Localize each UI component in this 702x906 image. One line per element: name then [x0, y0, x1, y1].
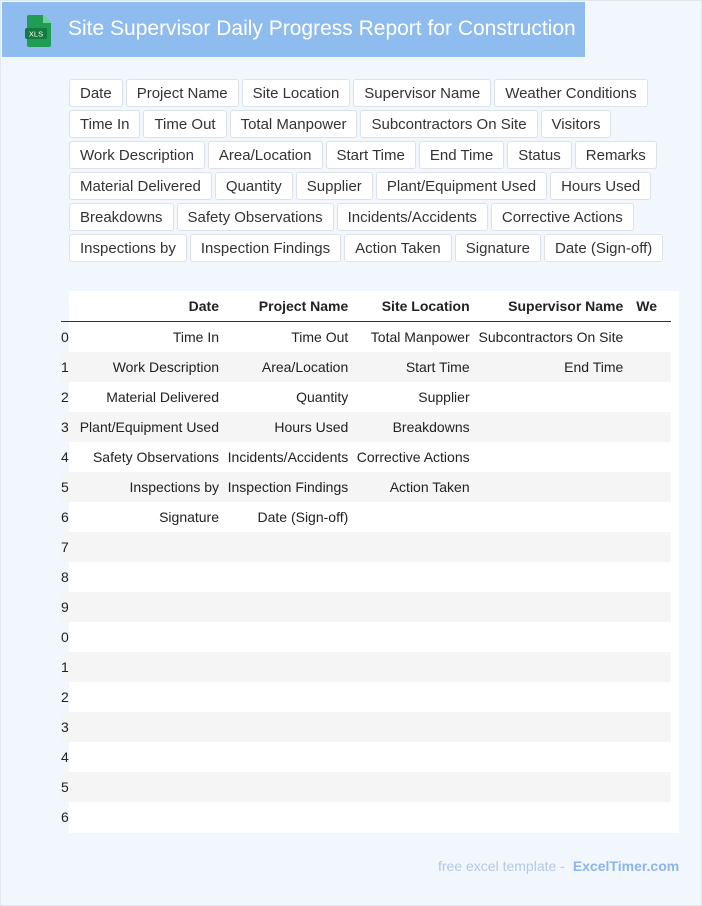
table-cell: Time In [172, 329, 220, 345]
table-cell [623, 802, 671, 832]
table-cell [623, 622, 671, 652]
column-chip[interactable]: Hours Used [550, 172, 651, 200]
column-chip[interactable]: End Time [419, 141, 504, 169]
table-cell [623, 322, 671, 353]
row-number: 0 [61, 629, 69, 645]
table-cell [70, 562, 219, 592]
table-row [61, 412, 671, 442]
table-row [61, 562, 671, 592]
table-cell [219, 742, 348, 772]
footer-text: free excel template - [438, 858, 565, 874]
table-cell [623, 412, 671, 442]
table-cell [623, 382, 671, 412]
column-chip[interactable]: Work Description [69, 141, 205, 169]
table-cell [348, 802, 469, 832]
table-cell [623, 652, 671, 682]
row-number: 1 [61, 352, 70, 382]
table-cell [70, 772, 219, 802]
table-cell [70, 532, 219, 562]
table-cell [470, 712, 624, 742]
column-chip[interactable]: Time In [69, 110, 140, 138]
table-cell: Signature [159, 509, 220, 525]
column-chip[interactable]: Plant/Equipment Used [376, 172, 547, 200]
table-cell [623, 682, 671, 712]
row-number: 7 [61, 532, 70, 562]
table-cell [470, 442, 624, 472]
table-row [61, 532, 671, 562]
table-cell [623, 352, 671, 382]
table-cell [623, 592, 671, 622]
table-row [61, 472, 671, 502]
column-header: Site Location [348, 291, 469, 322]
column-chip[interactable]: Date (Sign-off) [544, 234, 663, 262]
table-cell [623, 712, 671, 742]
page-title: Site Supervisor Daily Progress Report for Construction [68, 17, 576, 40]
table-cell [219, 772, 348, 802]
row-number: 8 [61, 569, 69, 585]
table-header-row [61, 291, 671, 322]
table-row [61, 322, 671, 353]
row-number: 6 [61, 809, 69, 825]
column-chip[interactable]: Subcontractors On Site [360, 110, 537, 138]
header-bar [2, 2, 585, 57]
row-number: 2 [61, 389, 69, 405]
row-number: 6 [61, 509, 69, 525]
row-number-header [61, 291, 70, 322]
table-cell [348, 682, 469, 712]
data-table [61, 291, 671, 832]
table-cell [348, 592, 469, 622]
table-cell: Material Delivered [106, 389, 220, 405]
row-number: 3 [61, 412, 70, 442]
table-cell [470, 592, 624, 622]
table-cell: Corrective Actions [356, 449, 470, 465]
table-cell: Incidents/Accidents [227, 449, 349, 465]
spreadsheet-preview [61, 291, 679, 833]
table-cell [348, 502, 469, 532]
column-chip[interactable]: Inspections by [69, 234, 187, 262]
column-chip[interactable]: Project Name [126, 79, 239, 107]
table-cell: Safety Observations [92, 449, 220, 465]
table-cell [470, 802, 624, 832]
column-header: We [623, 291, 671, 322]
column-chip[interactable]: Breakdowns [69, 203, 174, 231]
table-cell [470, 622, 624, 652]
table-cell: Plant/Equipment Used [70, 412, 219, 442]
table-cell [623, 742, 671, 772]
column-chip[interactable]: Time Out [143, 110, 226, 138]
table-cell [70, 802, 219, 832]
table-cell [623, 532, 671, 562]
column-chip[interactable]: Inspection Findings [190, 234, 341, 262]
table-row [61, 772, 671, 802]
row-number: 9 [61, 592, 70, 622]
table-cell [348, 562, 469, 592]
table-cell [70, 592, 219, 622]
table-cell [348, 742, 469, 772]
table-cell: Start Time [348, 352, 469, 382]
table-cell [219, 652, 348, 682]
table-cell: Total Manpower [370, 329, 470, 345]
column-chip[interactable]: Safety Observations [177, 203, 334, 231]
row-number: 1 [61, 652, 70, 682]
table-cell: Inspections by [70, 472, 219, 502]
table-row [61, 742, 671, 772]
table-row [61, 592, 671, 622]
table-cell: Breakdowns [348, 412, 469, 442]
table-cell: Area/Location [219, 352, 348, 382]
column-chip[interactable]: Signature [455, 234, 541, 262]
column-header: Supervisor Name [470, 291, 624, 322]
table-cell [470, 562, 624, 592]
column-chip[interactable]: Action Taken [344, 234, 452, 262]
table-cell [348, 772, 469, 802]
table-cell: Work Description [70, 352, 219, 382]
table-cell [470, 652, 624, 682]
table-cell [219, 802, 348, 832]
row-number: 5 [61, 772, 70, 802]
table-cell [219, 682, 348, 712]
table-row [61, 802, 671, 832]
column-chip[interactable]: Quantity [215, 172, 293, 200]
table-cell [348, 622, 469, 652]
table-cell [470, 472, 624, 502]
row-number: 5 [61, 472, 70, 502]
xls-file-icon [25, 15, 53, 47]
table-cell [470, 532, 624, 562]
table-cell: Supplier [418, 389, 470, 405]
column-header: Date [70, 291, 219, 322]
table-cell [470, 742, 624, 772]
row-number: 4 [61, 449, 69, 465]
table-cell [623, 502, 671, 532]
column-chip[interactable]: Corrective Actions [491, 203, 634, 231]
column-chip[interactable]: Remarks [575, 141, 657, 169]
table-cell [348, 652, 469, 682]
table-cell [470, 412, 624, 442]
table-cell: Subcontractors On Site [478, 329, 624, 345]
column-chip[interactable]: Date [69, 79, 123, 107]
column-chip[interactable]: Start Time [326, 141, 416, 169]
table-cell: Action Taken [348, 472, 469, 502]
table-cell: Date (Sign-off) [257, 509, 349, 525]
table-cell: Hours Used [219, 412, 348, 442]
column-chip[interactable]: Site Location [242, 79, 351, 107]
table-cell [70, 712, 219, 742]
column-chip[interactable]: Weather Conditions [494, 79, 647, 107]
footer-brand-link[interactable]: ExcelTimer.com [572, 858, 680, 874]
column-chip[interactable]: Material Delivered [69, 172, 212, 200]
table-cell [219, 532, 348, 562]
table-cell [470, 682, 624, 712]
table-row [61, 712, 671, 742]
row-number: 4 [61, 749, 69, 765]
table-cell [623, 442, 671, 472]
table-row [61, 442, 671, 472]
column-chip[interactable]: Status [507, 141, 572, 169]
table-cell [623, 772, 671, 802]
table-row [61, 382, 671, 412]
table-cell [70, 742, 219, 772]
column-chip[interactable]: Visitors [541, 110, 612, 138]
table-cell [348, 712, 469, 742]
table-row [61, 622, 671, 652]
column-chip[interactable]: Supervisor Name [353, 79, 491, 107]
column-chip[interactable]: Area/Location [208, 141, 323, 169]
table-cell [470, 382, 624, 412]
row-number: 3 [61, 712, 70, 742]
table-cell: Inspection Findings [219, 472, 348, 502]
table-cell [219, 622, 348, 652]
table-cell: End Time [470, 352, 624, 382]
table-cell [348, 532, 469, 562]
table-cell [623, 562, 671, 592]
table-cell [623, 472, 671, 502]
column-chip-list [69, 79, 669, 262]
footer-credit [438, 858, 679, 874]
table-cell [219, 562, 348, 592]
table-cell [70, 652, 219, 682]
table-cell: Time Out [291, 329, 349, 345]
table-row [61, 682, 671, 712]
column-chip[interactable]: Supplier [296, 172, 373, 200]
table-cell [219, 592, 348, 622]
table-row [61, 652, 671, 682]
table-cell [219, 712, 348, 742]
table-row [61, 352, 671, 382]
table-cell [470, 772, 624, 802]
xls-icon-label: XLS [28, 29, 44, 39]
table-row [61, 502, 671, 532]
column-chip[interactable]: Incidents/Accidents [337, 203, 488, 231]
table-cell [70, 682, 219, 712]
row-number: 2 [61, 689, 69, 705]
table-cell: Quantity [296, 389, 349, 405]
table-cell [70, 622, 219, 652]
column-chip[interactable]: Total Manpower [230, 110, 358, 138]
row-number: 0 [61, 329, 69, 345]
column-header: Project Name [219, 291, 348, 322]
table-cell [470, 502, 624, 532]
